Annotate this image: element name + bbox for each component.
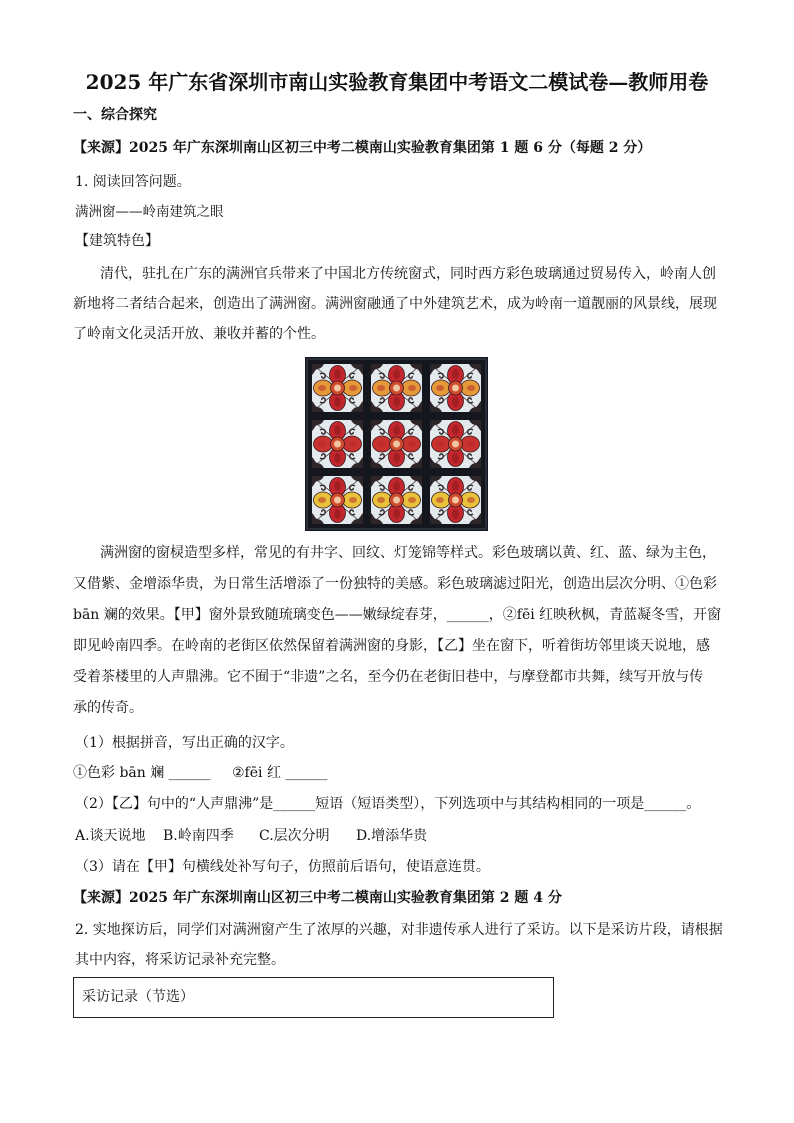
paragraph-line: 即见岭南四季。在岭南的老街区依然保留着满洲窗的身影，【乙】坐在窗下，听着街坊邻里谈天说地，感: [73, 638, 710, 654]
stem-line: 其中内容，将采访记录补充完整。: [75, 952, 285, 968]
paragraph-line: bān 斓的效果。【甲】窗外景致随琉璃变色——嫩绿绽春芽，______，②fēi 红映秋枫，青蓝凝冬雪，开窗: [73, 607, 722, 623]
glass-pane: [371, 364, 422, 412]
paragraph-line: 新地将二者结合起来，创造出了满洲窗。满洲窗融通了中外建筑艺术，成为岭南一道靓丽的风景线，展现: [73, 296, 717, 312]
interview-record-title: 采访记录（节选）: [82, 989, 194, 1005]
article-section-label: 【建筑特色】: [75, 233, 159, 249]
answer-blank-1: ①色彩 bān 斓 ______: [73, 765, 211, 781]
question-2-source: 【来源】2025 年广东深圳南山区初三中考二模南山实验教育集团第 2 题 4 分: [73, 890, 562, 906]
question-1-stem: 1. 阅读回答问题。: [75, 174, 191, 190]
page-title: 2025 年广东省深圳市南山实验教育集团中考语文二模试卷—教师用卷: [85, 70, 709, 94]
answer-blank-2: ②fēi 红 ______: [232, 765, 328, 781]
option-b: B.岭南四季: [163, 828, 234, 844]
sub-question-1-blanks: [73, 762, 720, 784]
interview-record-box: [73, 977, 554, 1018]
glass-pane: [312, 476, 363, 524]
paragraph-line: 了岭南文化灵活开放、兼收并蓄的个性。: [73, 326, 325, 342]
stained-glass-window-image: [305, 357, 488, 531]
question-2-stem: [75, 915, 723, 975]
glass-pane: [430, 476, 481, 524]
sub-question-2-options: [75, 825, 722, 847]
glass-pane: [312, 364, 363, 412]
article-title: 满洲窗——岭南建筑之眼: [75, 204, 224, 220]
paragraph-line: 满洲窗的窗棂造型多样，常见的有井字、回纹、灯笼锦等样式。彩色玻璃以黄、红、蓝、绿为主色，: [100, 545, 716, 561]
sub-question-1-prompt: （1）根据拼音，写出正确的汉字。: [75, 735, 294, 751]
article-paragraph-1: [73, 259, 717, 349]
sub-question-2-prompt: （2）【乙】句中的“人声鼎沸”是______短语（短语类型），下列选项中与其结构相同的一项是______。: [75, 796, 701, 812]
paragraph-line: 清代，驻扎在广东的满洲官兵带来了中国北方传统窗式，同时西方彩色玻璃通过贸易传入，岭南人创: [100, 266, 716, 282]
paragraph-line: 受着茶楼里的人声鼎沸。它不囿于“非遗”之名，至今仍在老街旧巷中，与摩登都市共舞，续写开放与传: [73, 669, 704, 685]
glass-pane: [430, 420, 481, 468]
question-1-source: 【来源】2025 年广东深圳南山区初三中考二模南山实验教育集团第 1 题 6 分（每题 2 分）: [73, 140, 652, 156]
stem-line: 2. 实地探访后，同学们对满洲窗产生了浓厚的兴趣，对非遗传承人进行了采访。以下是采访片段，请根据: [75, 922, 723, 938]
article-paragraph-2: [73, 538, 722, 724]
paragraph-line: 承的传奇。: [73, 700, 143, 716]
option-c: C.层次分明: [259, 828, 330, 844]
paragraph-line: 又借紫、金增添华贵，为日常生活增添了一份独特的美感。彩色玻璃滤过阳光，创造出层次分明、①色彩: [73, 576, 717, 592]
glass-pane: [312, 420, 363, 468]
section-heading: 一、综合探究: [73, 107, 157, 123]
glass-pane: [430, 364, 481, 412]
glass-pane: [371, 420, 422, 468]
glass-pane: [371, 476, 422, 524]
option-a: A.谈天说地: [75, 828, 146, 844]
option-d: D.增添华贵: [356, 828, 428, 844]
sub-question-3-prompt: （3）请在【甲】句横线处补写句子，仿照前后语句，使语意连贯。: [75, 859, 490, 875]
